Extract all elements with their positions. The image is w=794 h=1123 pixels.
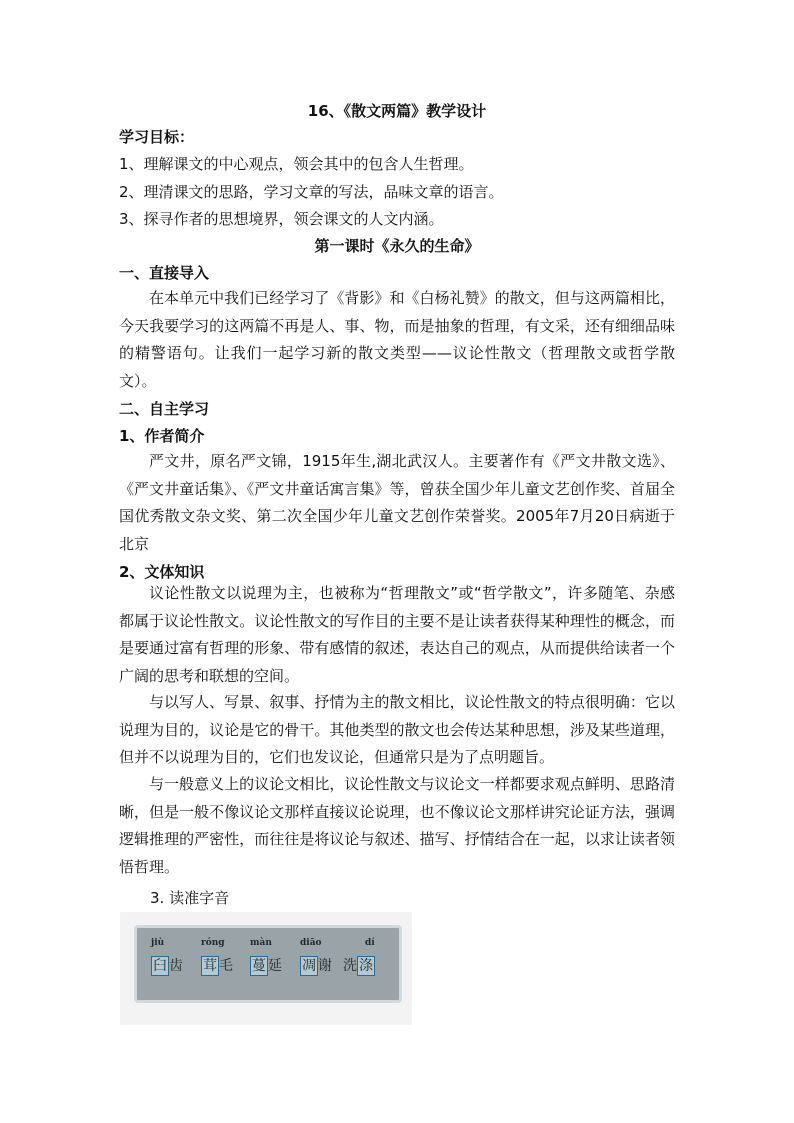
context-char: 齿	[169, 958, 183, 974]
pinyin-label: dí	[365, 938, 375, 948]
genre-paragraph: 与以写人、写景、叙事、抒情为主的散文相比，议论性散文的特点很明确：它以说理为目的，议论是它的骨干。其他类型的散文也会传达某种思想，涉及某些道理，但并不以说理为目的，它们也发议论，但通常只是为了点明题旨。	[119, 693, 675, 766]
target-char: 凋	[302, 958, 316, 974]
pinyin-label: róng	[201, 938, 225, 948]
pinyin-label: màn	[250, 938, 272, 948]
subsection-heading: 3. 读准字音	[150, 889, 230, 907]
pinyin-label: jiù	[151, 938, 165, 948]
context-char: 谢	[318, 958, 332, 974]
objective-item: 2、理清课文的思路，学习文章的写法，品味文章的语言。	[119, 183, 504, 201]
genre-paragraph: 议论性散文以说理为主，也被称为“哲理散文”或“哲学散文”，许多随笔、杂感都属于议论性散文。议论性散文的写作目的主要不是让读者获得某种理性的概念，而是要通过富有哲理的形象、带有感情的叙述，表达自己的观点，从而提供给读者一个广阔的思考和联想的空间。	[119, 584, 675, 685]
context-char: 延	[268, 958, 282, 974]
objective-item: 3、探寻作者的思想境界，领会课文的人文内涵。	[119, 210, 444, 228]
section-heading: 一、直接导入	[119, 264, 210, 282]
document-title: 16、《散文两篇》教学设计	[307, 102, 487, 120]
target-char: 蔓	[252, 958, 266, 974]
pronunciation-image	[120, 912, 412, 1025]
lesson-title: 第一课时《永久的生命》	[314, 237, 480, 255]
subsection-heading: 2、文体知识	[119, 563, 205, 581]
genre-paragraph: 与一般意义上的议论文相比，议论性散文与议论文一样都要求观点鲜明、思路清晰，但是一般不像议论文那样直接议论说理，也不像议论文那样讲究论证方法，强调逻辑推理的严密性，而往往是将议论与叙述、描写、抒情结合在一起，以求让读者领悟哲理。	[119, 775, 675, 876]
pinyin-label: diāo	[300, 938, 322, 948]
pronunciation-panel	[134, 925, 402, 1003]
subsection-heading: 1、作者简介	[119, 427, 205, 445]
target-char: 茸	[203, 958, 217, 974]
context-char: 毛	[219, 958, 233, 974]
target-char: 臼	[153, 958, 167, 974]
author-paragraph: 严文井，原名严文锦，1915年生,湖北武汉人。主要著作有《严文井散文选》、《严文井童话集》、《严文井童话寓言集》等，曾获全国少年儿童文艺创作奖、首届全国优秀散文杂文奖、第二次全国少年儿童文艺创作荣誉奖。2005年7月20日病逝于北京	[119, 452, 675, 553]
target-char: 涤	[359, 958, 373, 974]
context-char: 洗	[343, 958, 357, 974]
objective-item: 1、理解课文的中心观点，领会其中的包含人生哲理。	[119, 155, 474, 173]
section-heading: 二、自主学习	[119, 400, 210, 418]
intro-paragraph: 在本单元中我们已经学习了《背影》和《白杨礼赞》的散文，但与这两篇相比，今天我要学习的这两篇不再是人、事、物，而是抽象的哲理，有文采，还有细细品味的精警语句。让我们一起学习新的散文类型——议论性散文（哲理散文或哲学散文）。	[119, 289, 675, 390]
objectives-heading: 学习目标：	[119, 128, 195, 146]
